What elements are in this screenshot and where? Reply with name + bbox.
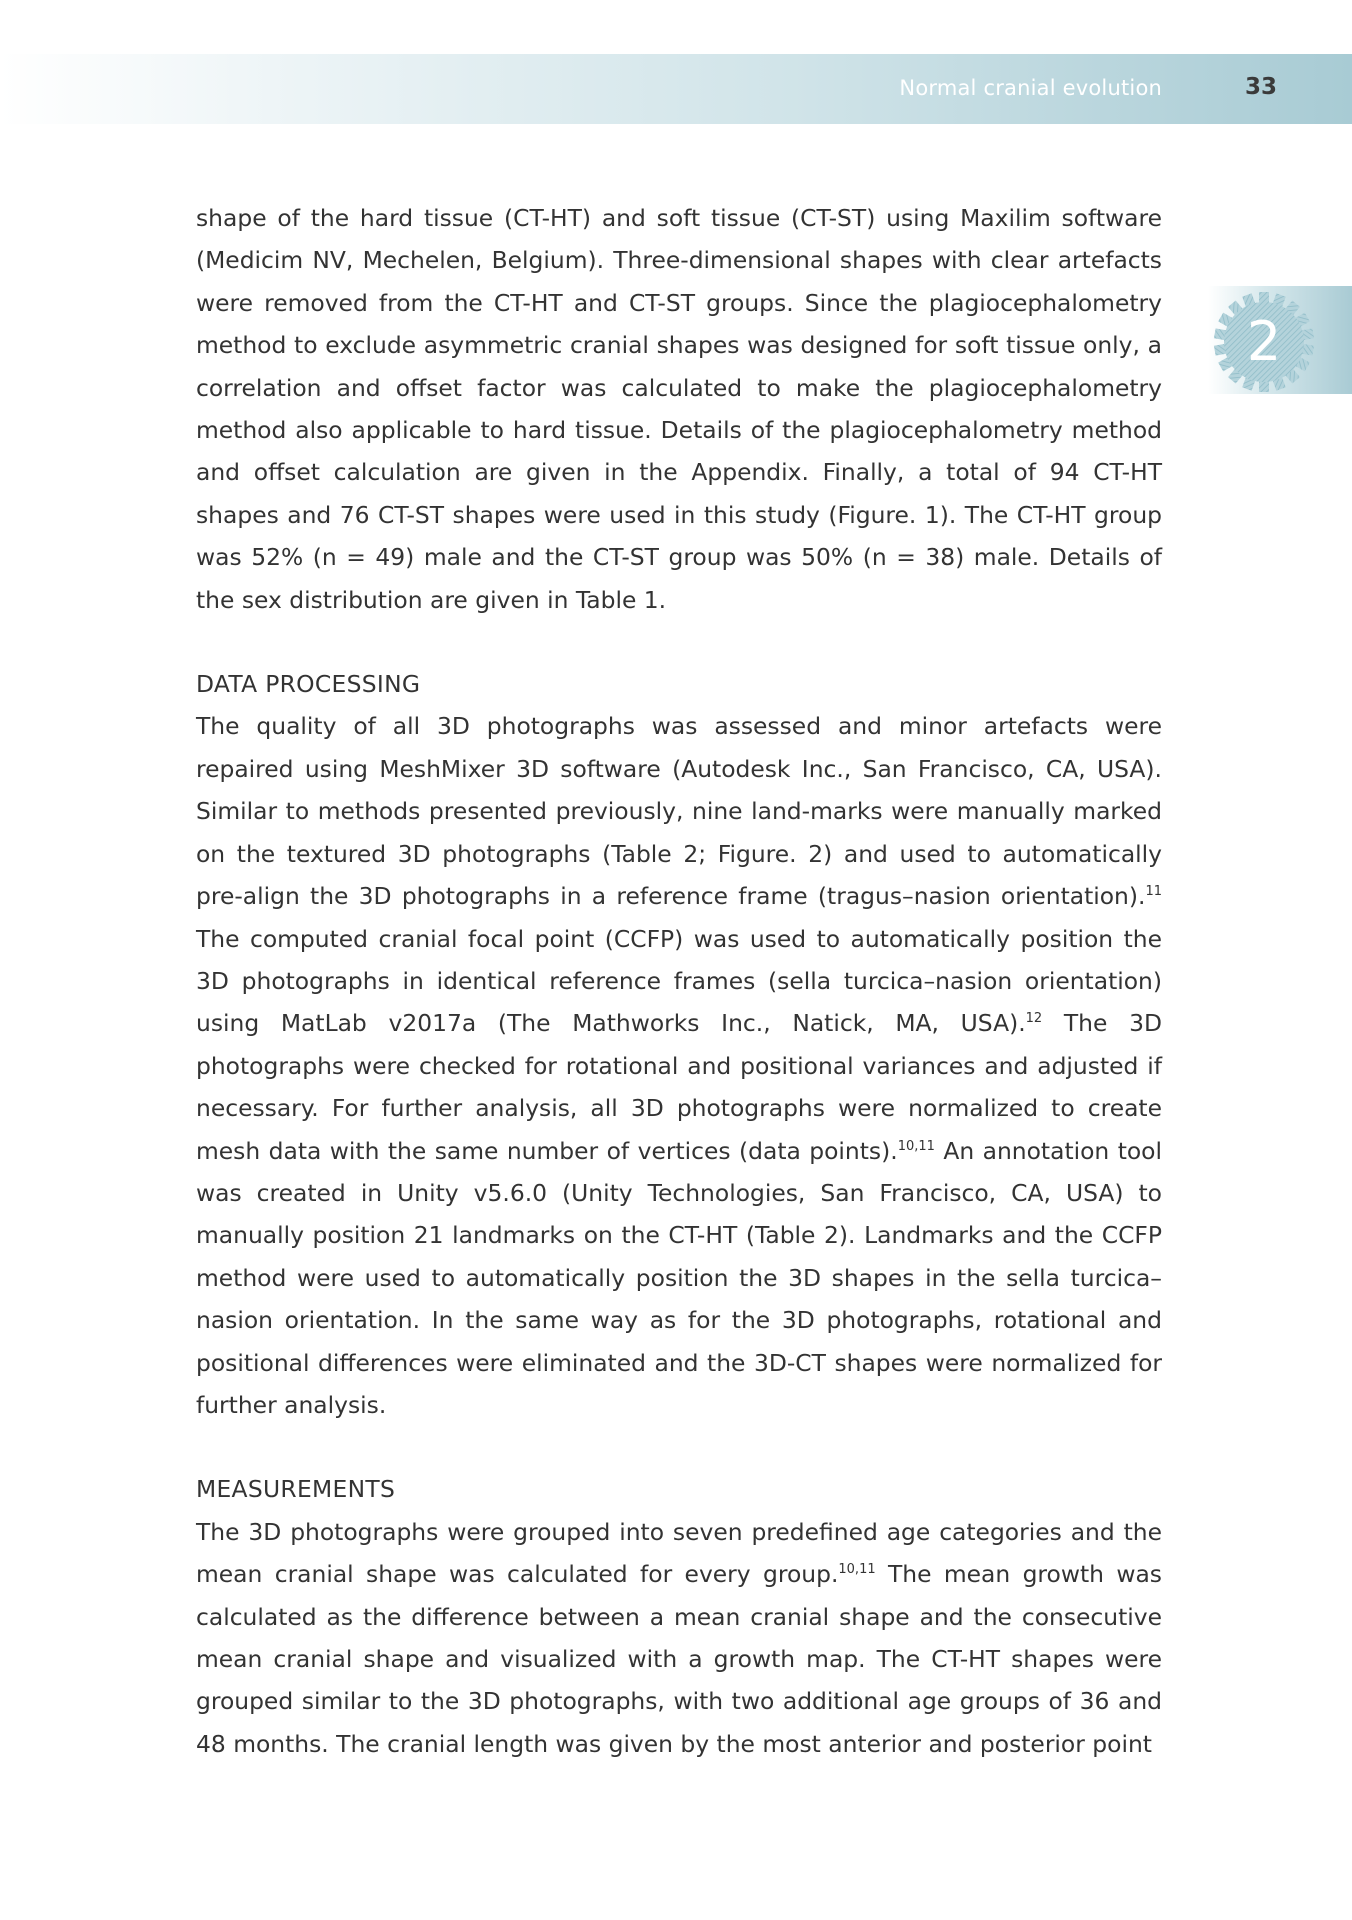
text-span: The computed cranial focal point (CCFP) was used to automatically position the 3D photographs in identical reference frames (sella turcica–nasion orientation) using MatLab v2017a (The Mathworks Inc., Natick, MA, USA). bbox=[196, 924, 1162, 1038]
paragraph-participants: shape of the hard tissue (CT-HT) and soft tissue (CT-ST) using Maxilim software (Medicim NV, Mechelen, Belgium). Three-dimensional shapes with clear artefacts were removed from the CT-HT and CT-ST groups. Since the plagiocephalometry method to exclude asymmetric cranial shapes was designed for soft tissue only, a correlation and offset factor was calculated to make the plagiocephalometry method also applicable to hard tissue. Details of the plagiocephalometry method and offset calculation are given in the Appendix. Finally, a total of 94 CT-HT shapes and 76 CT-ST shapes were used in this study (Figure. 1). The CT-HT group was 52% (n = 49) male and the CT-ST group was 50% (n = 38) male. Details of the sex distribution are given in Table 1. bbox=[196, 204, 1162, 614]
reference-superscript: 10,11 bbox=[838, 1562, 876, 1578]
heading-measurements: MEASUREMENTS bbox=[196, 1475, 396, 1504]
text-span: The quality of all 3D photographs was assessed and minor artefacts were repaired using MeshMixer 3D software (Autodesk Inc., San Francisco, CA, USA). Similar to methods presented previously, nine land-marks were manually marked on the textured 3D photographs (Table 2; Figure. 2) and used to automatically pre-align the 3D photographs in a reference frame (tragus–nasion orientation). bbox=[196, 712, 1162, 911]
text-span: The 3D photographs were grouped into seven predefined age categories and the mean cranial shape was calculated for every group. bbox=[196, 1517, 1162, 1589]
chapter-number: 2 bbox=[1246, 310, 1282, 373]
paragraph-measurements bbox=[196, 1511, 1162, 1765]
text-span: The mean growth was calculated as the difference between a mean cranial shape and the consecutive mean cranial shape and visualized with a growth map. The CT-HT shapes were grouped similar to the 3D photographs, with two additional age groups of 36 and 48 months. The cranial length was given by the most anterior and posterior point bbox=[196, 1560, 1162, 1758]
heading-data-processing: DATA PROCESSING bbox=[196, 670, 421, 699]
paragraph-data-processing bbox=[196, 705, 1162, 1426]
text-span: An annotation tool was created in Unity v5.6.0 (Unity Technologies, San Francisco, CA, USA) to manually position 21 landmarks on the CT-HT (Table 2). Landmarks and the CCFP method were used to automatically position the 3D shapes in the sella turcica–nasion orientation. In the same way as for the 3D photographs, rotational and positional differences were eliminated and the 3D-CT shapes were normalized for further analysis. bbox=[196, 1136, 1162, 1419]
page-content bbox=[196, 197, 1162, 1765]
page-number: 33 bbox=[1244, 74, 1277, 100]
reference-superscript: 10,11 bbox=[897, 1138, 935, 1154]
text-span: The 3D photographs were checked for rotational and positional variances and adjusted if necessary. For further analysis, all 3D photographs were normalized to create mesh data with the same number of vertices (data points). bbox=[196, 1009, 1162, 1165]
gear-icon bbox=[1212, 290, 1316, 394]
reference-superscript: 12 bbox=[1025, 1011, 1043, 1027]
reference-superscript: 11 bbox=[1145, 884, 1162, 900]
running-title: Normal cranial evolution bbox=[899, 76, 1162, 100]
